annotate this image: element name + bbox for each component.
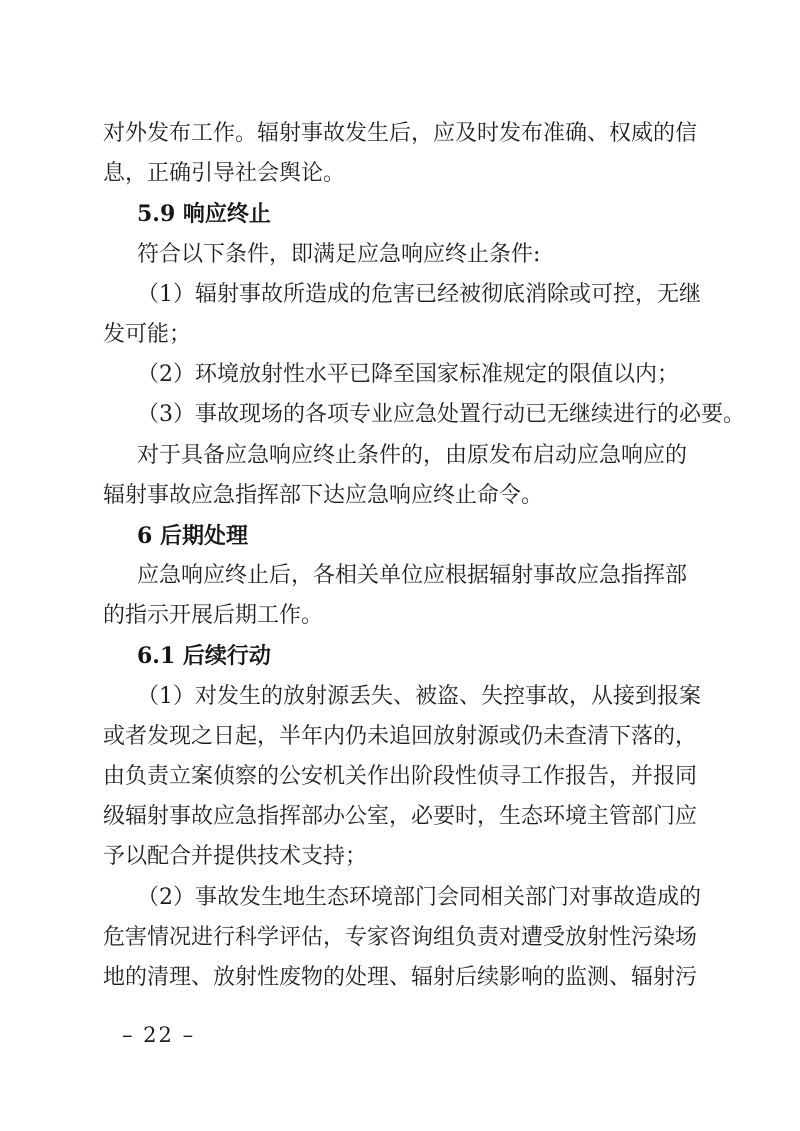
text-line: （3）事故现场的各项专业应急处置行动已无继续进行的必要。 (137, 402, 745, 428)
text-line: 危害情况进行科学评估，专家咨询组负责对遭受放射性污染场 (103, 924, 698, 950)
text-line: 6 后期处理 (137, 522, 248, 549)
text-line: 予以配合并提供技术支持； (103, 844, 368, 870)
text-line: 的指示开展后期工作。 (103, 603, 324, 629)
text-line: （1）对发生的放射源丢失、被盗、失控事故，从接到报案 (137, 683, 701, 709)
text-line: 应急响应终止后，各相关单位应根据辐射事故应急指挥部 (137, 563, 688, 589)
text-line: 级辐射事故应急指挥部办公室，必要时，生态环境主管部门应 (103, 804, 698, 830)
text-line: （2）环境放射性水平已降至国家标准规定的限值以内； (137, 362, 679, 388)
document-body (103, 114, 763, 998)
text-line: 对于具备应急响应终止条件的，由原发布启动应急响应的 (137, 442, 688, 468)
text-line: （2）事故发生地生态环境部门会同相关部门对事故造成的 (137, 884, 701, 910)
text-line: 对外发布工作。辐射事故发生后，应及时发布准确、权威的信 (103, 121, 698, 146)
text-line: 或者发现之日起，半年内仍未追回放射源或仍未查清下落的， (103, 723, 698, 749)
text-line: 由负责立案侦察的公安机关作出阶段性侦寻工作报告，并报同 (103, 764, 698, 789)
text-line: 发可能； (103, 321, 192, 347)
text-line: 符合以下条件，即满足应急响应终止条件: (137, 241, 541, 267)
text-line: 息，正确引导社会舆论。 (103, 161, 346, 187)
text-line: 辐射事故应急指挥部下达应急响应终止命令。 (103, 482, 544, 508)
text-line: 6.1 后续行动 (137, 643, 271, 670)
text-line: （1）辐射事故所造成的危害已经被彻底消除或可控，无继 (137, 281, 701, 307)
text-line: 5.9 响应终止 (137, 201, 271, 228)
text-line: 地的清理、放射性废物的处理、辐射后续影响的监测、辐射污 (103, 964, 698, 990)
page-number: – 22 – (122, 1023, 196, 1047)
